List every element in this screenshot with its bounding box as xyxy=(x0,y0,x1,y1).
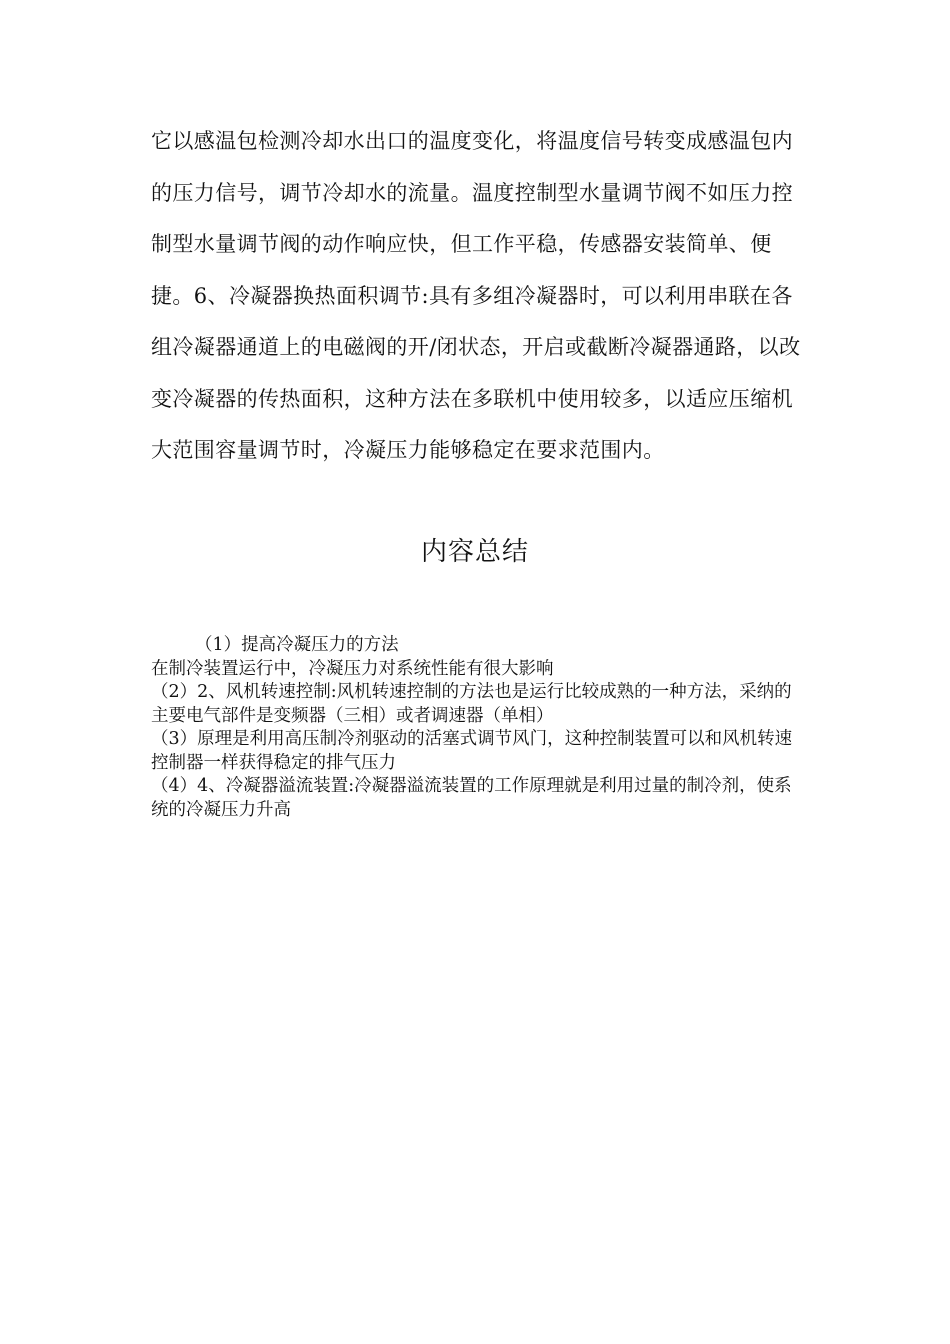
summary-item: 在制冷装置运行中，冷凝压力对系统性能有很大影响 xyxy=(151,658,554,679)
summary-item: （4）4、冷凝器溢流装置:冷凝器溢流装置的工作原理就是利用过量的制冷剂，使系统的冷凝压力升高 xyxy=(151,776,792,820)
summary-item: （1）提高冷凝压力的方法 xyxy=(195,635,399,655)
summary-item: （3）原理是利用高压制冷剂驱动的活塞式调节风门，这种控制装置可以和风机转速控制器一样获得稳定的排气压力 xyxy=(151,729,793,773)
summary-title: 内容总结 xyxy=(420,537,529,567)
summary-item: （2）2、风机转速控制:风机转速控制的方法也是运行比较成熟的一种方法，采纳的主要电气部件是变频器（三相）或者调速器（单相） xyxy=(151,682,792,726)
body-paragraph: 它以感温包检测冷却水出口的温度变化，将温度信号转变成感温包内的压力信号，调节冷却水的流量。温度控制型水量调节阀不如压力控制型水量调节阀的动作响应快，但工作平稳，传感器安装简单、便捷。6、冷凝器换热面积调节:具有多组冷凝器时，可以利用串联在各组冷凝器通道上的电磁阀的开/闭状态，开启或截断冷凝器通路，以改变冷凝器的传热面积，这种方法在多联机中使用较多，以适应压缩机大范围容量调节时，冷凝压力能够稳定在要求范围内。 xyxy=(151,129,801,462)
summary-list xyxy=(151,634,806,822)
